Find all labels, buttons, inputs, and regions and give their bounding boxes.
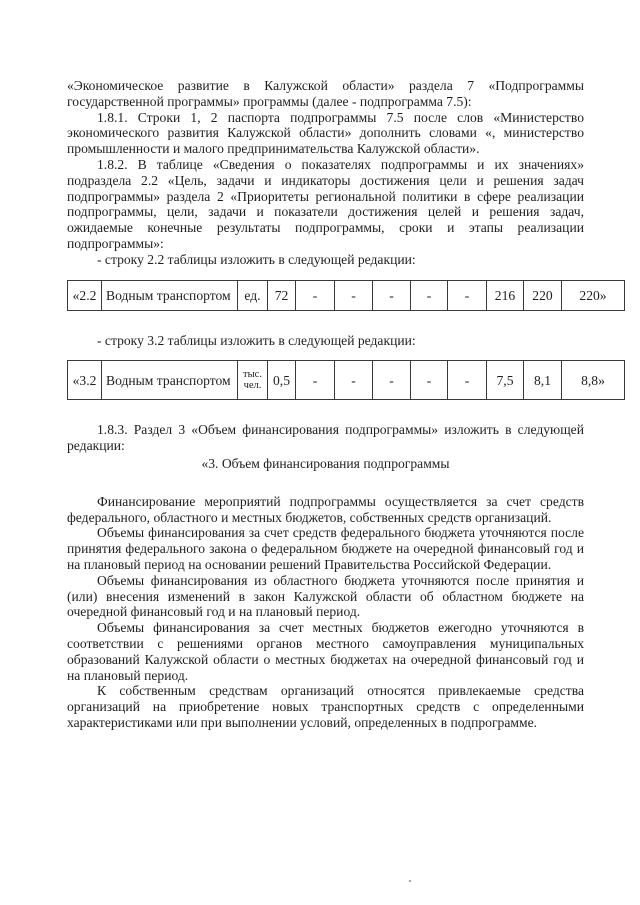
cell-value: 0,5: [268, 361, 296, 400]
paragraph-1-8-1: 1.8.1. Строки 1, 2 паспорта подпрограммы 7.5 после слов «Министерство экономического развития Калужской области» дополнить словами «, министерство промышленности и малого предпринимательства Калужской области».: [67, 109, 584, 157]
cell-value: 220»: [562, 280, 625, 310]
cell-value: -: [448, 280, 487, 310]
paragraph-1-8-2: 1.8.2. В таблице «Сведения о показателях подпрограммы и их значениях» подраздела 2.2 «Цель, задачи и индикаторы достижения цели и решения задач подпрограммы» раздела 2 «Приоритеты региональной политики в сфере реализации подпрограммы, цели, задачи и показатели достижения целей и решения задач, ожидаемые конечные результаты подпрограммы, сроки и этапы реализации подпрограммы»:: [67, 156, 584, 251]
cell-value: -: [335, 280, 373, 310]
paragraph-continuation: «Экономическое развитие в Калужской области» раздела 7 «Подпрограммы государственной программы» программы (далее - подпрограмма 7.5):: [67, 78, 584, 109]
cell-row-number: «2.2: [68, 280, 102, 310]
paragraph-regional-budget: Объемы финансирования из областного бюджета уточняются после принятия и (или) внесения изменений в закон Калужской области об областном бюджете на очередной финансовый год и на плановый период.: [67, 572, 584, 620]
cell-value: 8,8»: [562, 361, 625, 400]
cell-unit: тыс. чел.: [238, 361, 268, 400]
table-row-2-2: [67, 280, 625, 311]
cell-unit: ед.: [238, 280, 268, 310]
paragraph-row-3-2-instruction: - строку 3.2 таблицы изложить в следующей редакции:: [97, 332, 416, 348]
paragraph-row-2-2-instruction: - строку 2.2 таблицы изложить в следующей редакции:: [97, 251, 416, 267]
paragraph-1-8-3: 1.8.3. Раздел 3 «Объем финансирования подпрограммы» изложить в следующей редакции:: [67, 422, 584, 454]
cell-indicator-name: Водным транспортом: [102, 280, 238, 310]
cell-indicator-name: Водным транспортом: [102, 361, 238, 400]
scan-speck: [409, 880, 411, 882]
cell-value: -: [296, 280, 335, 310]
paragraph-own-funds: К собственным средствам организаций относятся привлекаемые средства организаций на приобретение новых транспортных средств с определенными характеристиками или при выполнении условий, определенных в подпрограмме.: [67, 683, 584, 730]
cell-value: 216: [487, 280, 524, 310]
cell-value: -: [448, 361, 487, 400]
paragraph-local-budgets: Объемы финансирования за счет местных бюджетов ежегодно уточняются в соответствии с решениями органов местного самоуправления муниципальных образований Калужской области о местных бюджетах на очередной финансовый год и на плановый период.: [67, 620, 584, 683]
cell-value: 7,5: [487, 361, 524, 400]
cell-value: -: [411, 361, 448, 400]
cell-value: 8,1: [524, 361, 562, 400]
section-heading: «3. Объем финансирования подпрограммы: [201, 455, 450, 471]
cell-row-number: «3.2: [68, 361, 102, 400]
cell-value: -: [373, 361, 411, 400]
cell-value: 72: [268, 280, 296, 310]
table-row: [68, 361, 625, 400]
cell-value: -: [296, 361, 335, 400]
cell-value: -: [373, 280, 411, 310]
document-body: [67, 78, 607, 731]
cell-value: 220: [524, 280, 562, 310]
cell-value: -: [335, 361, 373, 400]
table-row: [68, 280, 625, 310]
table-row-3-2: [67, 360, 625, 400]
paragraph-federal-budget: Объемы финансирования за счет средств федерального бюджета уточняются после принятия федерального закона о федеральном бюджете на очередной финансовый год и на плановый период на основании решений Правительства Российской Федерации.: [67, 525, 584, 572]
paragraph-financing-sources: Финансирование мероприятий подпрограммы осуществляется за счет средств федерального, областного и местных бюджетов, собственных средств организаций.: [67, 493, 584, 525]
cell-value: -: [411, 280, 448, 310]
